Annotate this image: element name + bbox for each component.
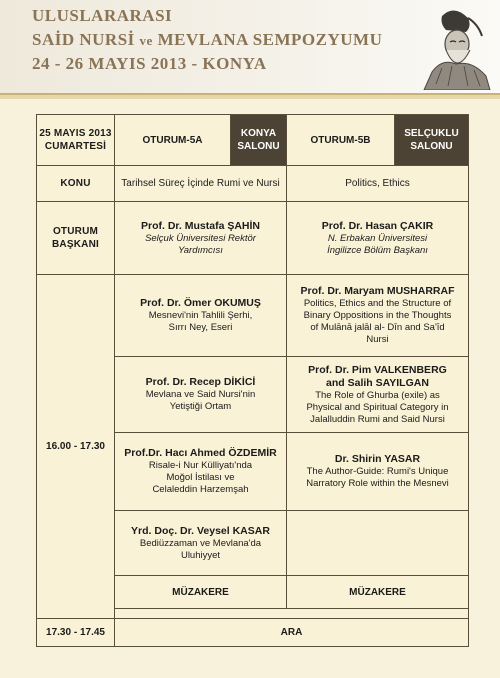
title-mevlana: MEVLANA SEMPOZYUMU [157, 30, 383, 49]
break-label: ARA [115, 619, 469, 647]
paper-5a-1: Prof. Dr. Ömer OKUMUŞ Mesnevi'nin Tahlili Şerhi, Sırrı Ney, Eseri [115, 275, 287, 357]
title-line-3: 24 - 26 MAYIS 2013 - KONYA [32, 54, 267, 73]
topic-5a: Tarihsel Süreç İçinde Rumi ve Nursi [115, 166, 287, 202]
hall-konya: KONYA SALONU [231, 115, 287, 166]
time-main: 16.00 - 17.30 [37, 275, 115, 619]
title-line-1: ULUSLARARASI [32, 6, 173, 25]
session-5a-title: OTURUM-5A [115, 115, 231, 166]
topic-label: KONU [37, 166, 115, 202]
header-row [37, 115, 469, 166]
paper-5b-2: Prof. Dr. Pim VALKENBERG and Salih SAYILGAN The Role of Ghurba (exile) as Physical and Spiritual Category in Jalalluddin Rumi and Said Nursi [287, 357, 469, 433]
paper-5b-3: Dr. Shirin YASAR The Author-Guide: Rumi's Unique Narratory Role within the Mesnevi [287, 433, 469, 511]
topic-row [37, 166, 469, 202]
break-row [37, 619, 469, 647]
portrait-illustration [412, 6, 496, 90]
paper-5a-3: Prof.Dr. Hacı Ahmed ÖZDEMİR Risale-i Nur Külliyatı'nda Moğol İstilası ve Celaleddin Harzemşah [115, 433, 287, 511]
schedule-table [36, 114, 469, 647]
hall-selcuklu: SELÇUKLU SALONU [395, 115, 469, 166]
paper-5a-2: Prof. Dr. Recep DİKİCİ Mevlana ve Said Nursi'nin Yetiştiği Ortam [115, 357, 287, 433]
paper-5b-4-empty [287, 511, 469, 576]
header-banner [0, 0, 500, 95]
title-said-nursi: SAİD NURSİ [32, 30, 135, 49]
chair-5a: Prof. Dr. Mustafa ŞAHİN Selçuk Üniversitesi Rektör Yardımcısı [115, 202, 287, 275]
paper-5b-1: Prof. Dr. Maryam MUSHARRAF Politics, Ethics and the Structure of Binary Oppositions in the Thoughts of Mulānā jalāl al- Dīn and Sa'īd Nursi [287, 275, 469, 357]
session-5b-title: OTURUM-5B [287, 115, 395, 166]
muzakere-5b: MÜZAKERE [287, 576, 469, 609]
chair-row [37, 202, 469, 275]
title-line-2 [32, 30, 382, 50]
chair-5b: Prof. Dr. Hasan ÇAKIR N. Erbakan Üniversitesi İngilizce Bölüm Başkanı [287, 202, 469, 275]
topic-5b: Politics, Ethics [287, 166, 469, 202]
spacer-cell [115, 609, 469, 619]
muzakere-5a: MÜZAKERE [115, 576, 287, 609]
header-divider [0, 95, 500, 99]
date-cell: 25 MAYIS 2013 CUMARTESİ [37, 115, 115, 166]
paper-row-1 [37, 275, 469, 357]
paper-5a-4: Yrd. Doç. Dr. Veysel KASAR Bediüzzaman ve Mevlana'da Uluhiyyet [115, 511, 287, 576]
title-ve: ve [139, 33, 153, 48]
time-break: 17.30 - 17.45 [37, 619, 115, 647]
chair-label: OTURUM BAŞKANI [37, 202, 115, 275]
